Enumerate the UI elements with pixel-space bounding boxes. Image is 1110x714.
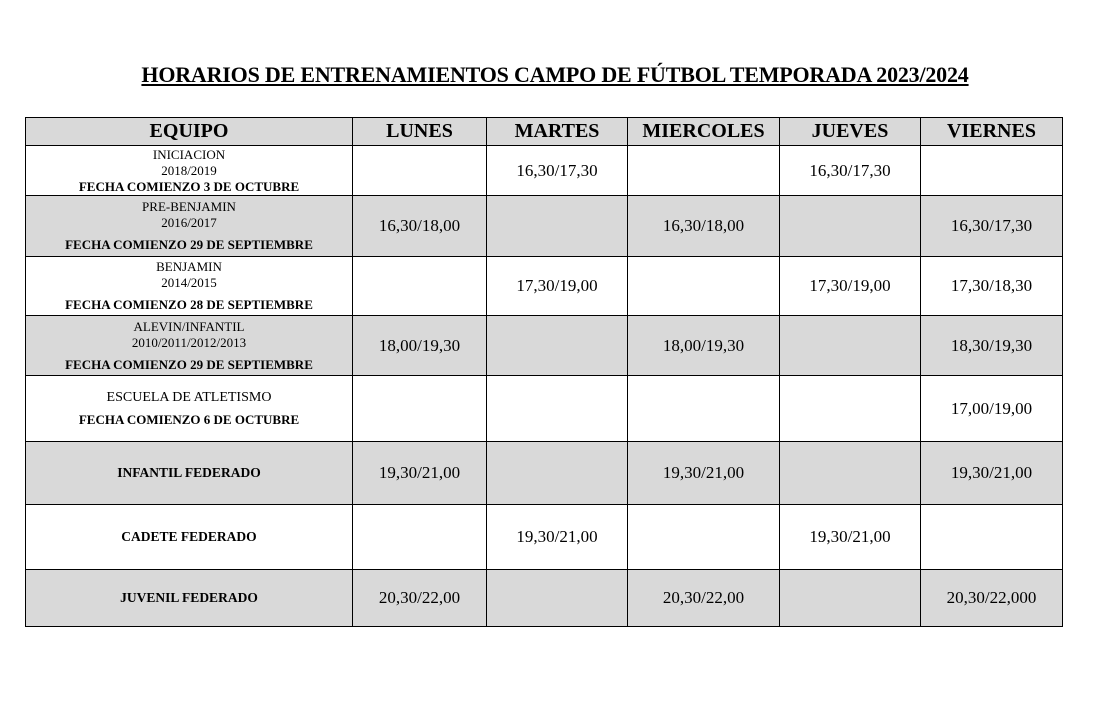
header-miercoles: MIERCOLES [628,118,780,146]
header-viernes: VIERNES [921,118,1063,146]
team-years: 2016/2017 [161,215,217,230]
time-lunes [353,257,487,316]
time-miercoles: 20,30/22,00 [628,570,780,627]
time-viernes: 16,30/17,30 [921,196,1063,257]
time-miercoles: 18,00/19,30 [628,316,780,376]
time-miercoles [628,505,780,570]
header-lunes: LUNES [353,118,487,146]
team-years: 2010/2011/2012/2013 [131,334,247,350]
time-jueves [780,570,921,627]
team-start-date: FECHA COMIENZO 29 DE SEPTIEMBRE [65,237,313,252]
schedule-table [25,117,1063,627]
time-viernes: 17,00/19,00 [921,376,1063,442]
time-miercoles: 19,30/21,00 [628,442,780,505]
header-row [26,118,1063,146]
time-jueves [780,316,921,376]
team-cell [26,316,353,376]
team-cell [26,376,353,442]
time-viernes: 17,30/18,30 [921,257,1063,316]
time-martes: 16,30/17,30 [487,146,628,196]
team-start-date: FECHA COMIENZO 29 DE SEPTIEMBRE [65,356,313,372]
time-lunes [353,505,487,570]
team-name: INFANTIL FEDERADO [26,442,353,505]
team-cell [26,196,353,257]
time-lunes: 19,30/21,00 [353,442,487,505]
header-martes: MARTES [487,118,628,146]
table-row [26,257,1063,316]
team-name: PRE-BENJAMIN [142,199,236,214]
time-jueves: 17,30/19,00 [780,257,921,316]
team-cell [26,146,353,196]
team-name: CADETE FEDERADO [26,505,353,570]
team-years: 2018/2019 [161,162,217,178]
header-jueves: JUEVES [780,118,921,146]
team-name: BENJAMIN [156,259,222,274]
time-jueves [780,442,921,505]
time-martes: 17,30/19,00 [487,257,628,316]
table-row [26,196,1063,257]
team-cell [26,257,353,316]
time-martes [487,316,628,376]
time-martes [487,570,628,627]
team-years: 2014/2015 [161,275,217,290]
time-lunes: 20,30/22,00 [353,570,487,627]
time-jueves [780,376,921,442]
time-jueves: 16,30/17,30 [780,146,921,196]
time-martes [487,376,628,442]
time-viernes: 18,30/19,30 [921,316,1063,376]
team-name: ALEVIN/INFANTIL [133,318,245,334]
table-row [26,146,1063,196]
table-row [26,442,1063,505]
time-miercoles [628,376,780,442]
table-row [26,505,1063,570]
team-name: ESCUELA DE ATLETISMO [106,390,272,405]
time-miercoles [628,257,780,316]
time-miercoles [628,146,780,196]
team-start-date: FECHA COMIENZO 28 DE SEPTIEMBRE [65,297,313,312]
time-viernes: 20,30/22,000 [921,570,1063,627]
time-viernes: 19,30/21,00 [921,442,1063,505]
table-row [26,316,1063,376]
team-name: INICIACION [152,146,226,162]
team-name: JUVENIL FEDERADO [26,570,353,627]
time-lunes: 18,00/19,30 [353,316,487,376]
time-martes: 19,30/21,00 [487,505,628,570]
time-viernes [921,505,1063,570]
team-start-date: FECHA COMIENZO 3 DE OCTUBRE [78,178,300,194]
header-equipo: EQUIPO [26,118,353,146]
team-start-date: FECHA COMIENZO 6 DE OCTUBRE [78,412,300,427]
table-row [26,376,1063,442]
page-title: HORARIOS DE ENTRENAMIENTOS CAMPO DE FÚTBOL TEMPORADA 2023/2024 [141,62,969,87]
time-lunes [353,146,487,196]
time-martes [487,196,628,257]
table-row [26,570,1063,627]
time-martes [487,442,628,505]
time-miercoles: 16,30/18,00 [628,196,780,257]
time-lunes: 16,30/18,00 [353,196,487,257]
time-viernes [921,146,1063,196]
time-jueves [780,196,921,257]
time-lunes [353,376,487,442]
time-jueves: 19,30/21,00 [780,505,921,570]
